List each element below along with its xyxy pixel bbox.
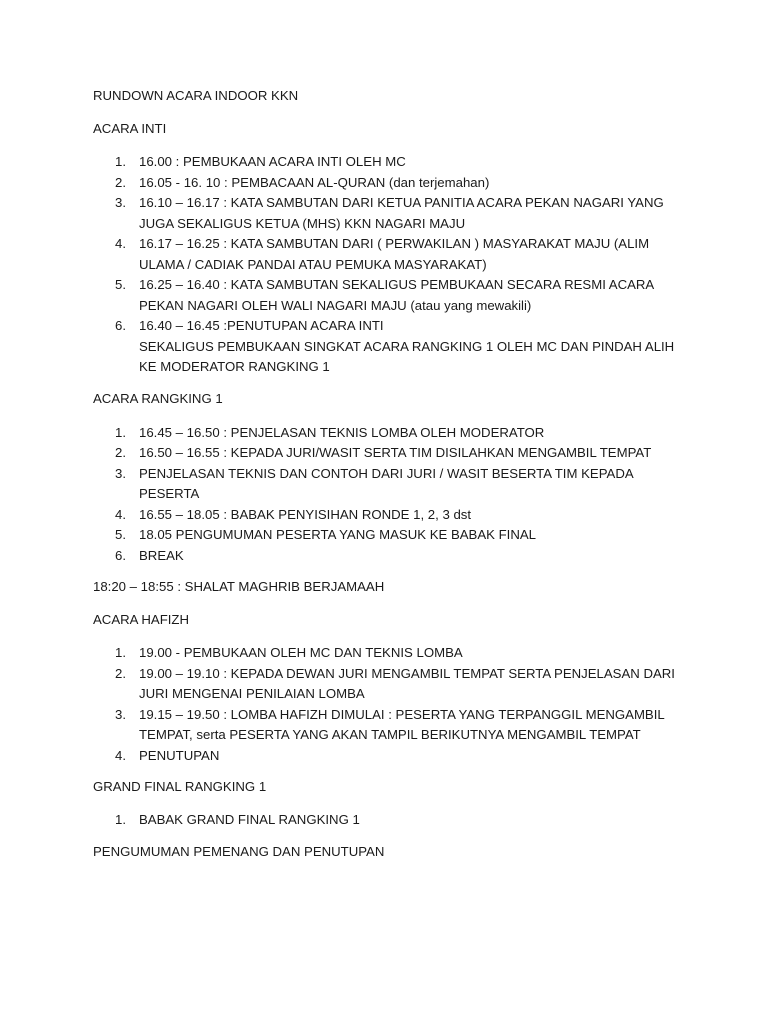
list-item: 6. 16.40 – 16.45 :PENUTUPAN ACARA INTI SEKALIGUS PEMBUKAAN SINGKAT ACARA RANGKING 1 OLEH MC DAN PINDAH ALIH KE MODERATOR RANGKING 1 bbox=[115, 318, 675, 374]
section-heading-pengumuman: PENGUMUMAN PEMENANG DAN PENUTUPAN bbox=[93, 843, 385, 859]
section-heading-acara-hafizh: ACARA HAFIZH bbox=[93, 612, 189, 627]
list-item: 1. 19.00 - PEMBUKAAN OLEH MC DAN TEKNIS LOMBA bbox=[115, 645, 463, 660]
document-body bbox=[93, 86, 693, 862]
list-item: 2. 19.00 – 19.10 : KEPADA DEWAN JURI MENGAMBIL TEMPAT SERTA PENJELASAN DARI JURI MENGENAI PENILAIAN LOMBA bbox=[115, 665, 675, 701]
list-item: 4. 16.55 – 18.05 : BABAK PENYISIHAN RONDE 1, 2, 3 dst bbox=[115, 506, 472, 522]
list-item: 3. 16.10 – 16.17 : KATA SAMBUTAN DARI KETUA PANITIA ACARA PEKAN NAGARI YANG JUGA SEKALIGUS KETUA (MHS) KKN NAGARI MAJU bbox=[115, 195, 664, 231]
list-item: 1. 16.00 : PEMBUKAAN ACARA INTI OLEH MC bbox=[115, 154, 406, 169]
list-item: 1. BABAK GRAND FINAL RANGKING 1 bbox=[115, 812, 360, 827]
list-item: 5. 16.25 – 16.40 : KATA SAMBUTAN SEKALIGUS PEMBUKAAN SECARA RESMI ACARA PEKAN NAGARI OLEH WALI NAGARI MAJU (atau yang mewakili) bbox=[115, 277, 655, 313]
list-item: 3. 19.15 – 19.50 : LOMBA HAFIZH DIMULAI : PESERTA YANG TERPANGGIL MENGAMBIL TEMPAT, serta PESERTA YANG AKAN TAMPIL BERIKUTNYA MENGAMBIL TEMPAT bbox=[115, 706, 665, 742]
list-item: 6. BREAK bbox=[115, 547, 184, 563]
list-item: 2. 16.50 – 16.55 : KEPADA JURI/WASIT SERTA TIM DISILAHKAN MENGAMBIL TEMPAT bbox=[115, 445, 652, 460]
list-item: 1. 16.45 – 16.50 : PENJELASAN TEKNIS LOMBA OLEH MODERATOR bbox=[115, 424, 545, 440]
list-item: 4. PENUTUPAN bbox=[115, 747, 220, 763]
section-heading-shalat: 18:20 – 18:55 : SHALAT MAGHRIB BERJAMAAH bbox=[93, 579, 385, 594]
list-acara-hafizh bbox=[93, 643, 693, 766]
list-item: 4. 16.17 – 16.25 : KATA SAMBUTAN DARI ( PERWAKILAN ) MASYARAKAT MAJU (ALIM ULAMA / CADIAK PANDAI ATAU PEMUKA MASYARAKAT) bbox=[115, 236, 650, 272]
list-acara-inti bbox=[93, 152, 693, 378]
section-heading-acara-inti: ACARA INTI bbox=[93, 121, 167, 136]
list-item: 5. 18.05 PENGUMUMAN PESERTA YANG MASUK KE BABAK FINAL bbox=[115, 527, 536, 542]
section-heading-grand-final: GRAND FINAL RANGKING 1 bbox=[93, 779, 267, 794]
section-heading-acara-rangking-1: ACARA RANGKING 1 bbox=[93, 390, 223, 406]
document-title: RUNDOWN ACARA INDOOR KKN bbox=[93, 88, 299, 103]
list-item: 2. 16.05 - 16. 10 : PEMBACAAN AL-QURAN (dan terjemahan) bbox=[115, 174, 490, 190]
list-acara-rangking-1 bbox=[93, 423, 693, 567]
list-item: 3. PENJELASAN TEKNIS DAN CONTOH DARI JURI / WASIT BESERTA TIM KEPADA PESERTA bbox=[115, 465, 634, 501]
list-grand-final bbox=[93, 810, 693, 831]
